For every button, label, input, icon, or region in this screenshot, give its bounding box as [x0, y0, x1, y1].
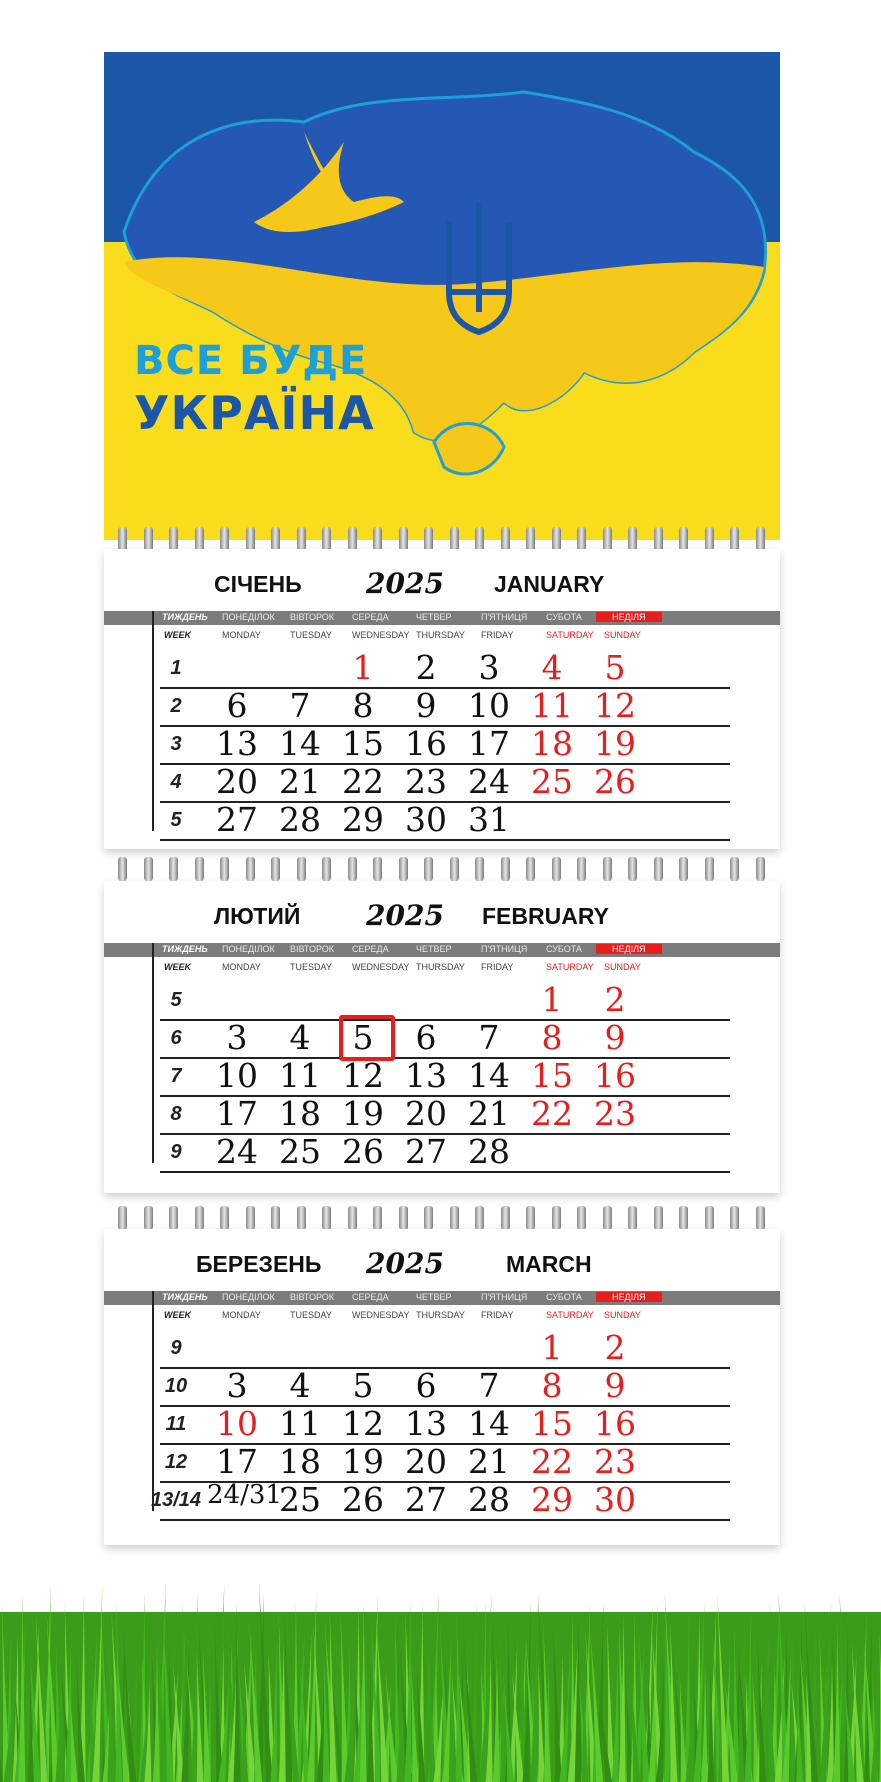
weekday-en-6: SUNDAY: [604, 1310, 641, 1320]
spiral-ring: [628, 527, 637, 551]
weekday-ua-1: ВІВТОРОК: [290, 612, 335, 622]
calendar-day: 15: [342, 724, 384, 763]
calendar-day: 16: [594, 1056, 636, 1095]
week-row-line: [160, 1171, 730, 1173]
spiral-ring: [552, 857, 561, 881]
calendar-day: 25: [279, 1480, 321, 1519]
week-number: 9: [170, 1141, 182, 1163]
week-number: 7: [170, 1065, 182, 1087]
spiral-ring: [705, 1206, 714, 1230]
calendar-day: 12: [342, 1404, 384, 1443]
spiral-ring: [220, 1206, 229, 1230]
poster-ukraine-map: [104, 52, 780, 540]
spiral-ring: [603, 1206, 612, 1230]
calendar-day: 26: [594, 762, 636, 801]
calendar-day: 22: [531, 1094, 573, 1133]
weekday-en-3: THURSDAY: [416, 1310, 465, 1320]
calendar-day: 6: [226, 686, 248, 725]
spiral-ring: [322, 527, 331, 551]
weekday-ua-6: НЕДІЛЯ: [596, 612, 662, 622]
calendar-day: 24: [216, 1132, 258, 1171]
calendar-day: 8: [541, 1366, 563, 1405]
weekday-ua-4: П'ЯТНИЦЯ: [481, 944, 528, 954]
spiral-ring: [195, 527, 204, 551]
spiral-ring: [348, 527, 357, 551]
weekday-ua-2: СЕРЕДА: [352, 944, 389, 954]
calendar-day: 21: [279, 762, 321, 801]
spiral-ring: [246, 857, 255, 881]
weekday-ua-4: П'ЯТНИЦЯ: [481, 612, 528, 622]
spiral-ring: [628, 1206, 637, 1230]
week-column-line: [152, 1291, 154, 1511]
spiral-ring: [705, 857, 714, 881]
week-number: 4: [170, 771, 182, 793]
week-header-en: WEEK: [164, 1310, 191, 1320]
weekday-en-6: SUNDAY: [604, 630, 641, 640]
calendar-day: 23: [405, 762, 447, 801]
spiral-ring: [322, 1206, 331, 1230]
spiral-ring: [322, 857, 331, 881]
calendar-day: 20: [405, 1442, 447, 1481]
spiral-ring: [475, 1206, 484, 1230]
week-number: 2: [170, 695, 182, 717]
calendar-day: 19: [342, 1442, 384, 1481]
weekday-ua-1: ВІВТОРОК: [290, 1292, 335, 1302]
spiral-ring: [348, 857, 357, 881]
week-header-en: WEEK: [164, 630, 191, 640]
calendar-day: 6: [415, 1018, 437, 1057]
spiral-ring: [730, 857, 739, 881]
calendar-day: 22: [342, 762, 384, 801]
calendar-day: 20: [216, 762, 258, 801]
spiral-ring: [756, 527, 765, 551]
spiral-ring: [730, 527, 739, 551]
weekday-en-5: SATURDAY: [546, 962, 594, 972]
calendar-day: 20: [405, 1094, 447, 1133]
calendar-day: 14: [468, 1404, 510, 1443]
week-number: 11: [165, 1413, 187, 1435]
spiral-ring: [297, 857, 306, 881]
month-name-en: MARCH: [506, 1251, 592, 1277]
spiral-ring: [246, 1206, 255, 1230]
calendar-day: 27: [216, 800, 258, 839]
weekday-en-3: THURSDAY: [416, 962, 465, 972]
week-header-en: WEEK: [164, 962, 191, 972]
spiral-ring: [169, 527, 178, 551]
calendar-day: 26: [342, 1480, 384, 1519]
month-name-en: FEBRUARY: [482, 903, 609, 929]
calendar-day: 28: [468, 1132, 510, 1171]
weekday-ua-3: ЧЕТВЕР: [416, 612, 452, 622]
calendar-day: 7: [478, 1018, 500, 1057]
weekday-en-4: FRIDAY: [481, 962, 514, 972]
weekday-ua-0: ПОНЕДІЛОК: [222, 944, 275, 954]
slogan-line-1: ВСЕ БУДЕ: [134, 338, 368, 384]
weekday-en-5: SATURDAY: [546, 630, 594, 640]
calendar-day: 16: [405, 724, 447, 763]
spiral-ring: [271, 527, 280, 551]
spiral-ring: [552, 1206, 561, 1230]
spiral-ring: [118, 857, 127, 881]
spiral-ring: [144, 527, 153, 551]
spiral-ring: [679, 1206, 688, 1230]
calendar-day: 4: [289, 1366, 311, 1405]
calendar-day: 15: [531, 1404, 573, 1443]
spiral-ring: [118, 1206, 127, 1230]
spiral-ring: [679, 857, 688, 881]
spiral-ring: [373, 527, 382, 551]
spiral-ring: [424, 1206, 433, 1230]
spiral-ring: [552, 527, 561, 551]
spiral-ring: [297, 1206, 306, 1230]
spiral-ring: [756, 857, 765, 881]
week-number: 12: [164, 1451, 188, 1473]
spiral-ring: [577, 857, 586, 881]
calendar-day: 8: [352, 686, 374, 725]
spiral-ring: [501, 857, 510, 881]
month-name-ua: ЛЮТИЙ: [214, 903, 301, 929]
calendar-day: 7: [478, 1366, 500, 1405]
calendar-day: 24: [468, 762, 510, 801]
week-number: 1: [170, 657, 182, 679]
spiral-ring: [475, 857, 484, 881]
month-year: 2025: [366, 567, 444, 600]
calendar-day: 13: [216, 724, 258, 763]
weekday-ua-2: СЕРЕДА: [352, 1292, 389, 1302]
week-number: 5: [170, 809, 182, 831]
spiral-ring: [730, 1206, 739, 1230]
slogan-line-2: УКРАЇНА: [134, 386, 375, 440]
grass-illustration: [0, 1532, 881, 1782]
calendar-day: 3: [478, 648, 500, 687]
spiral-ring: [297, 527, 306, 551]
spiral-ring: [577, 1206, 586, 1230]
week-number: 13/14: [150, 1489, 202, 1511]
calendar-day: 9: [415, 686, 437, 725]
weekday-ua-3: ЧЕТВЕР: [416, 1292, 452, 1302]
spiral-binding-2: [104, 857, 780, 883]
calendar-day: 21: [468, 1442, 510, 1481]
calendar-day: 2: [604, 980, 626, 1019]
month-name-en: JANUARY: [494, 571, 605, 597]
spiral-ring: [144, 1206, 153, 1230]
calendar-day: 5: [352, 1366, 374, 1405]
week-number: 5: [170, 989, 182, 1011]
calendar-day: 2: [415, 648, 437, 687]
spiral-ring: [679, 527, 688, 551]
month-year: 2025: [366, 899, 444, 932]
month-name-ua: БЕРЕЗЕНЬ: [196, 1251, 322, 1277]
spiral-ring: [169, 1206, 178, 1230]
weekday-en-0: MONDAY: [222, 1310, 261, 1320]
calendar-day: 18: [279, 1442, 321, 1481]
weekday-en-4: FRIDAY: [481, 1310, 514, 1320]
calendar-day: 21: [468, 1094, 510, 1133]
spiral-ring: [246, 527, 255, 551]
calendar-day: 27: [405, 1480, 447, 1519]
calendar-day: 6: [415, 1366, 437, 1405]
spiral-ring: [399, 1206, 408, 1230]
spiral-ring: [475, 527, 484, 551]
weekday-en-3: THURSDAY: [416, 630, 465, 640]
weekday-ua-4: П'ЯТНИЦЯ: [481, 1292, 528, 1302]
spiral-ring: [348, 1206, 357, 1230]
weekday-ua-5: СУБОТА: [546, 612, 582, 622]
week-row-line: [160, 839, 730, 841]
spiral-ring: [373, 1206, 382, 1230]
spiral-ring: [705, 527, 714, 551]
weekday-en-5: SATURDAY: [546, 1310, 594, 1320]
spiral-ring: [118, 527, 127, 551]
weekday-en-6: SUNDAY: [604, 962, 641, 972]
spiral-ring: [654, 527, 663, 551]
calendar-day: 10: [216, 1056, 258, 1095]
weekday-en-0: MONDAY: [222, 962, 261, 972]
spiral-ring: [144, 857, 153, 881]
spiral-ring: [577, 527, 586, 551]
calendar-day: 18: [279, 1094, 321, 1133]
calendar-day: 23: [594, 1094, 636, 1133]
month-march: [104, 1229, 780, 1545]
spiral-ring: [373, 857, 382, 881]
spiral-ring: [399, 527, 408, 551]
calendar-day: 29: [342, 800, 384, 839]
calendar-day: 17: [216, 1442, 258, 1481]
spiral-ring: [450, 857, 459, 881]
calendar-day: 16: [594, 1404, 636, 1443]
calendar-day: 3: [226, 1366, 248, 1405]
month-name-ua: СІЧЕНЬ: [214, 571, 302, 597]
calendar-day: 9: [604, 1366, 626, 1405]
spiral-ring: [220, 857, 229, 881]
month-year: 2025: [366, 1247, 444, 1280]
spiral-ring: [220, 527, 229, 551]
calendar-day: 13: [405, 1404, 447, 1443]
today-highlight: [339, 1015, 395, 1061]
calendar-day: 12: [342, 1056, 384, 1095]
weekday-en-2: WEDNESDAY: [352, 962, 410, 972]
spiral-ring: [424, 527, 433, 551]
spiral-ring: [526, 857, 535, 881]
calendar-day: 8: [541, 1018, 563, 1057]
weekday-ua-0: ПОНЕДІЛОК: [222, 612, 275, 622]
spiral-ring: [169, 857, 178, 881]
weekday-en-0: MONDAY: [222, 630, 261, 640]
spiral-ring: [654, 1206, 663, 1230]
calendar-day: 25: [279, 1132, 321, 1171]
calendar-day: 11: [279, 1056, 321, 1095]
spiral-ring: [628, 857, 637, 881]
calendar-day: 7: [289, 686, 311, 725]
week-number: 10: [164, 1375, 188, 1397]
calendar-day: 14: [468, 1056, 510, 1095]
spiral-ring: [526, 527, 535, 551]
calendar-day: 12: [594, 686, 636, 725]
weekday-en-1: TUESDAY: [290, 1310, 332, 1320]
spiral-ring: [756, 1206, 765, 1230]
weekday-en-4: FRIDAY: [481, 630, 514, 640]
weekday-ua-5: СУБОТА: [546, 944, 582, 954]
calendar-day: 1: [352, 648, 374, 687]
calendar-day: 25: [531, 762, 573, 801]
calendar-day: 13: [405, 1056, 447, 1095]
weekday-en-2: WEDNESDAY: [352, 1310, 410, 1320]
calendar-day: 26: [342, 1132, 384, 1171]
week-row-line: [160, 1519, 730, 1521]
spiral-ring: [501, 1206, 510, 1230]
calendar-day: 22: [531, 1442, 573, 1481]
weekday-en-2: WEDNESDAY: [352, 630, 410, 640]
spiral-ring: [450, 1206, 459, 1230]
week-header-ua: ТИЖДЕНЬ: [162, 944, 208, 954]
week-header-ua: ТИЖДЕНЬ: [162, 612, 208, 622]
calendar-day: 17: [468, 724, 510, 763]
month-february: [104, 881, 780, 1193]
spiral-ring: [271, 1206, 280, 1230]
spiral-ring: [195, 857, 204, 881]
calendar-day: 11: [279, 1404, 321, 1443]
calendar-day: 23: [594, 1442, 636, 1481]
weekday-en-1: TUESDAY: [290, 630, 332, 640]
calendar-day: 10: [468, 686, 510, 725]
weekday-ua-1: ВІВТОРОК: [290, 944, 335, 954]
calendar-day: 27: [405, 1132, 447, 1171]
calendar-day: 4: [541, 648, 563, 687]
weekday-ua-0: ПОНЕДІЛОК: [222, 1292, 275, 1302]
spiral-ring: [603, 527, 612, 551]
calendar-day: 15: [531, 1056, 573, 1095]
week-number: 6: [170, 1027, 182, 1049]
calendar-day: 19: [594, 724, 636, 763]
calendar-day: 30: [594, 1480, 636, 1519]
calendar-day: 19: [342, 1094, 384, 1133]
calendar-day: 11: [531, 686, 573, 725]
calendar-day: 1: [541, 1328, 563, 1367]
calendar-day: 18: [531, 724, 573, 763]
weekday-en-1: TUESDAY: [290, 962, 332, 972]
calendar-day: 17: [216, 1094, 258, 1133]
calendar-day: 14: [279, 724, 321, 763]
calendar-day: 3: [226, 1018, 248, 1057]
calendar-day: 1: [541, 980, 563, 1019]
spiral-ring: [654, 857, 663, 881]
calendar-day: 28: [279, 800, 321, 839]
calendar-day: 5: [352, 1018, 374, 1057]
calendar-day: 2: [604, 1328, 626, 1367]
week-number: 8: [170, 1103, 182, 1125]
month-january: [104, 549, 780, 849]
week-number: 3: [170, 733, 182, 755]
week-header-ua: ТИЖДЕНЬ: [162, 1292, 208, 1302]
ukraine-map-illustration: [104, 52, 780, 540]
weekday-ua-3: ЧЕТВЕР: [416, 944, 452, 954]
weekday-ua-6: НЕДІЛЯ: [596, 1292, 662, 1302]
calendar-day: 4: [289, 1018, 311, 1057]
calendar-day: 28: [468, 1480, 510, 1519]
calendar-day: 30: [405, 800, 447, 839]
spiral-ring: [526, 1206, 535, 1230]
spiral-ring: [399, 857, 408, 881]
spiral-ring: [603, 857, 612, 881]
week-column-line: [152, 611, 154, 831]
spiral-ring: [424, 857, 433, 881]
spiral-ring: [450, 527, 459, 551]
calendar-day: 9: [604, 1018, 626, 1057]
calendar-day: 31: [468, 800, 510, 839]
weekday-ua-6: НЕДІЛЯ: [596, 944, 662, 954]
weekday-ua-5: СУБОТА: [546, 1292, 582, 1302]
week-number: 9: [170, 1337, 182, 1359]
calendar-day: 5: [604, 648, 626, 687]
spiral-ring: [195, 1206, 204, 1230]
spiral-ring: [501, 527, 510, 551]
spiral-ring: [271, 857, 280, 881]
calendar-day: 24/31: [207, 1480, 282, 1510]
week-column-line: [152, 943, 154, 1163]
calendar-day: 29: [531, 1480, 573, 1519]
weekday-ua-2: СЕРЕДА: [352, 612, 389, 622]
calendar-day: 10: [216, 1404, 258, 1443]
